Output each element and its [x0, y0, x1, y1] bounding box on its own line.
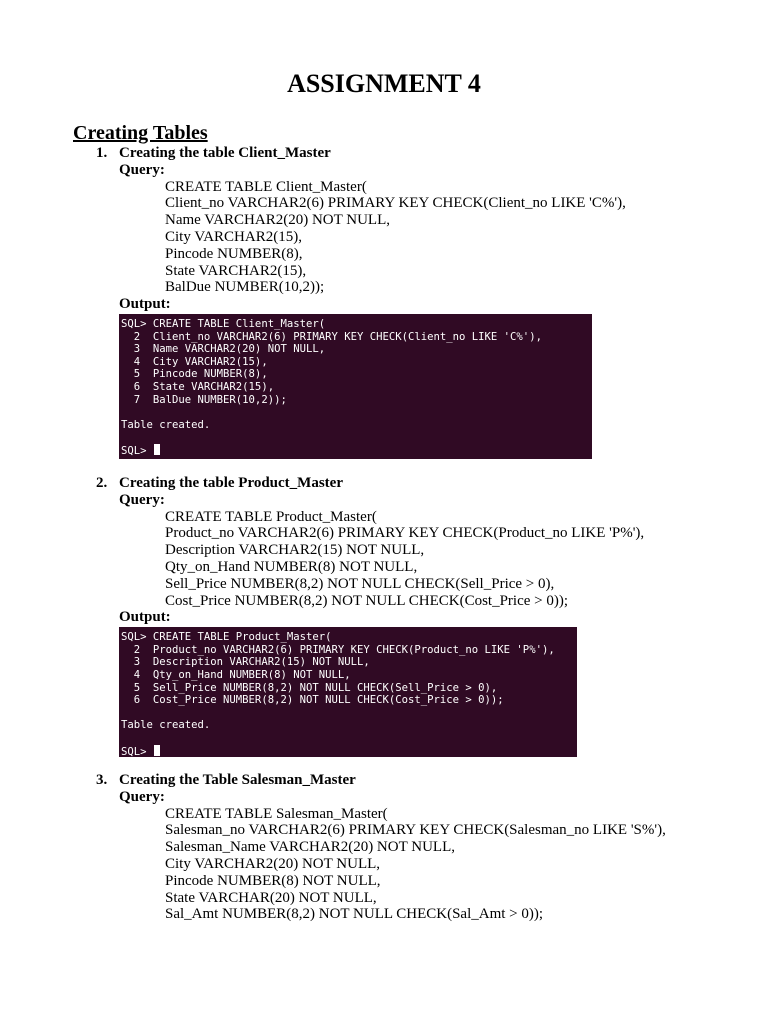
query-line: CREATE TABLE Salesman_Master( [165, 805, 388, 822]
terminal-line: 5 Pincode NUMBER(8), [121, 368, 268, 381]
terminal-line: 5 Sell_Price NUMBER(8,2) NOT NULL CHECK(Sell_Price > 0), [121, 681, 498, 694]
query-line: Client_no VARCHAR2(6) PRIMARY KEY CHECK(Client_no LIKE 'C%'), [165, 195, 626, 212]
item-product-master [96, 475, 756, 757]
terminal-line: SQL> CREATE TABLE Product_Master( [121, 631, 332, 644]
query-line: State VARCHAR(20) NOT NULL, [165, 889, 377, 906]
query-label: Query: [119, 788, 165, 805]
terminal-line: 2 Product_no VARCHAR2(6) PRIMARY KEY CHECK(Product_no LIKE 'P%'), [121, 643, 555, 656]
query-line: City VARCHAR2(20) NOT NULL, [165, 855, 381, 872]
terminal-line: 6 Cost_Price NUMBER(8,2) NOT NULL CHECK(Cost_Price > 0)); [121, 694, 504, 707]
page-title: ASSIGNMENT 4 [287, 69, 481, 98]
query-line: Salesman_Name VARCHAR2(20) NOT NULL, [165, 839, 455, 856]
query-line: Sal_Amt NUMBER(8,2) NOT NULL CHECK(Sal_Amt > 0)); [165, 906, 544, 923]
terminal-prompt: SQL> [121, 745, 575, 758]
section-heading: Creating Tables [73, 122, 208, 144]
query-line: Sell_Price NUMBER(8,2) NOT NULL CHECK(Sell_Price > 0), [165, 575, 555, 592]
item-heading: 2. Creating the table Product_Master [96, 475, 343, 491]
terminal-line: 4 City VARCHAR2(15), [121, 355, 268, 368]
cursor-block [154, 745, 160, 756]
terminal-line: 3 Name VARCHAR2(20) NOT NULL, [121, 343, 326, 356]
query-line: City VARCHAR2(15), [165, 228, 302, 245]
query-line: Qty_on_Hand NUMBER(8) NOT NULL, [165, 558, 418, 575]
output-label: Output: [119, 296, 171, 313]
query-line: State VARCHAR2(15), [165, 262, 307, 279]
terminal-line [121, 707, 575, 720]
query-line: CREATE TABLE Product_Master( [165, 508, 377, 525]
query-line: Salesman_no VARCHAR2(6) PRIMARY KEY CHECK(Salesman_no LIKE 'S%'), [165, 822, 666, 839]
cursor-block [154, 444, 160, 455]
query-line: CREATE TABLE Client_Master( [165, 178, 367, 195]
query-line: Name VARCHAR2(20) NOT NULL, [165, 212, 390, 229]
query-line: Pincode NUMBER(8) NOT NULL, [165, 872, 381, 889]
terminal-line [121, 431, 590, 444]
terminal-line: 3 Description VARCHAR2(15) NOT NULL, [121, 656, 370, 669]
terminal-line: Table created. [121, 418, 211, 431]
terminal-line: 4 Qty_on_Hand NUMBER(8) NOT NULL, [121, 668, 351, 681]
query-line: Cost_Price NUMBER(8,2) NOT NULL CHECK(Cost_Price > 0)); [165, 592, 569, 609]
terminal-prompt: SQL> [121, 444, 590, 457]
query-code [96, 509, 756, 610]
terminal-line: Table created. [121, 719, 211, 732]
query-line: Pincode NUMBER(8), [165, 245, 303, 262]
item-salesman-master [96, 772, 756, 923]
terminal-line [121, 406, 590, 419]
terminal-output [119, 314, 592, 459]
terminal-line: SQL> CREATE TABLE Client_Master( [121, 317, 326, 330]
query-label: Query: [119, 491, 165, 508]
query-line: BalDue NUMBER(10,2)); [165, 279, 325, 296]
item-client-master [96, 145, 756, 459]
output-label: Output: [119, 609, 171, 626]
query-code [96, 179, 756, 297]
terminal-line: 7 BalDue NUMBER(10,2)); [121, 393, 287, 406]
terminal-output [119, 627, 577, 757]
terminal-line: 2 Client_no VARCHAR2(6) PRIMARY KEY CHECK(Client_no LIKE 'C%'), [121, 330, 542, 343]
query-label: Query: [119, 161, 165, 178]
item-heading: 1. Creating the table Client_Master [96, 145, 331, 161]
query-line: Product_no VARCHAR2(6) PRIMARY KEY CHECK(Product_no LIKE 'P%'), [165, 525, 645, 542]
item-heading: 3. Creating the Table Salesman_Master [96, 772, 356, 788]
terminal-line [121, 732, 575, 745]
query-line: Description VARCHAR2(15) NOT NULL, [165, 542, 425, 559]
terminal-line: 6 State VARCHAR2(15), [121, 380, 275, 393]
query-code [96, 806, 756, 924]
